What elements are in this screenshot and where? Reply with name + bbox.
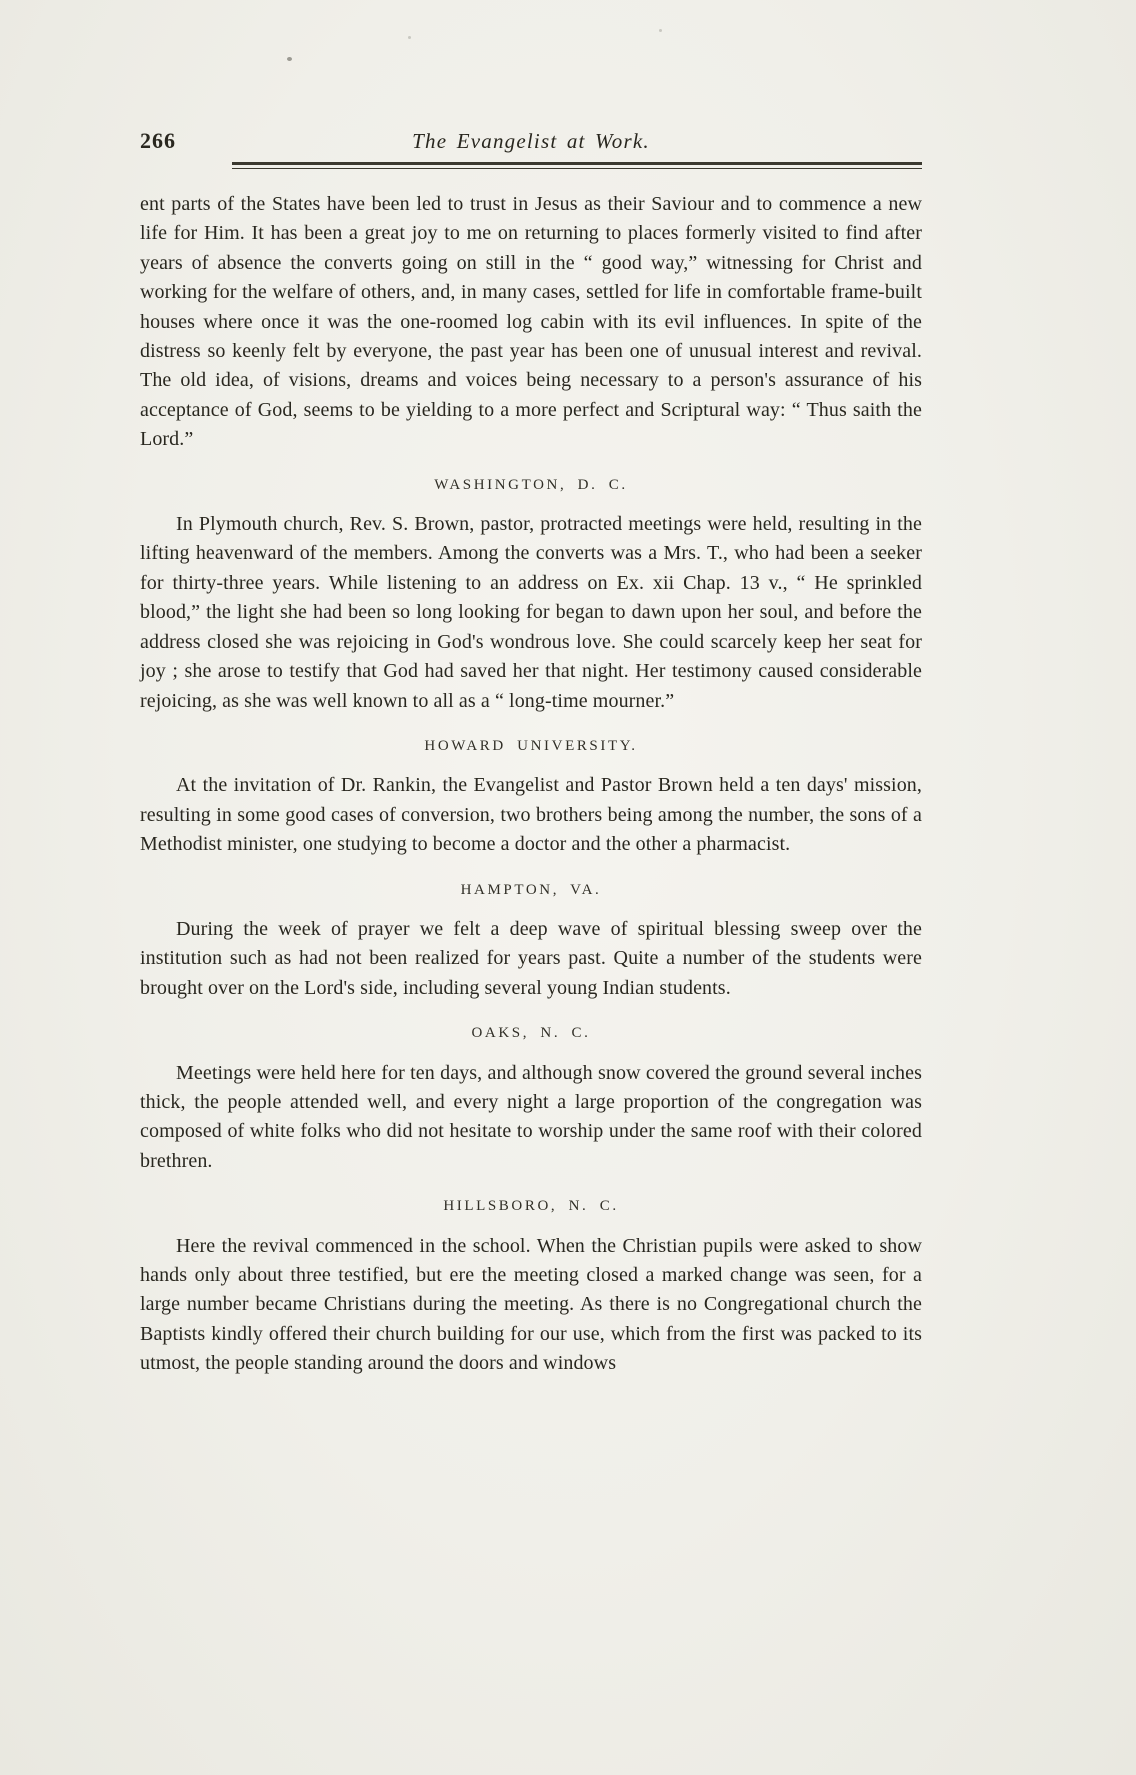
paragraph-hampton: During the week of prayer we felt a deep wave of spiritual blessing sweep over the institution such as had not been realized for years past. Quite a number of the students were brought over on the Lord's side, including several young Indian students. <box>140 917 922 999</box>
section-heading-howard-university: HOWARD UNIVERSITY. <box>424 737 638 754</box>
page-header <box>140 126 922 162</box>
paragraph-howard-university: At the invitation of Dr. Rankin, the Evangelist and Pastor Brown held a ten days' mission, resulting in some good cases of conversion, two brothers being among the number, the sons of a Methodist minister, one studying to become a doctor and the other a pharmacist. <box>140 774 922 856</box>
scan-speck <box>659 29 662 32</box>
section-heading-oaks: OAKS, N. C. <box>471 1025 591 1042</box>
body-text <box>140 190 922 1379</box>
paragraph-hillsboro: Here the revival commenced in the school. When the Christian pupils were asked to show hands only about three testified, but ere the meeting closed a marked change was seen, for a large number became Christians during the meeting. As there is no Congregational church the Baptists kindly offered their church building for our use, which from the first was packed to its utmost, the people standing around the doors and windows <box>140 1234 922 1375</box>
paragraph-oaks: Meetings were held here for ten days, and although snow covered the ground several inches thick, the people attended well, and every night a large proportion of the congregation was composed of white folks who did not hesitate to worship under the same roof with their colored brethren. <box>140 1061 922 1172</box>
paragraph-continuation: ent parts of the States have been led to trust in Jesus as their Saviour and to commence a new life for Him. It has been a great joy to me on returning to places formerly visited to find after years of absence the converts going on still in the “ good way,” witnessing for Christ and working for the welfare of others, and, in many cases, settled for life in comfortable frame-built houses where once it was the one-roomed log cabin with its evil influences. In spite of the distress so keenly felt by everyone, the past year has been one of unusual interest and revival. The old idea, of visions, dreams and voices being necessary to a person's assurance of his acceptance of God, seems to be yielding to a more perfect and Scriptural way: “ Thus saith the Lord.” <box>140 193 922 451</box>
running-title: The Evangelist at Work. <box>412 129 650 153</box>
text-block <box>140 126 922 1379</box>
paragraph-washington: In Plymouth church, Rev. S. Brown, pastor, protracted meetings were held, resulting in the lifting heavenward of the members. Among the converts was a Mrs. T., who had been a seeker for thirty-three years. While listening to an address on Ex. xii Chap. 13 v., “ He sprinkled blood,” the light she had been so long looking for began to dawn upon her soul, and before the address closed she was rejoicing in God's wondrous love. She could scarcely keep her seat for joy ; she arose to testify that God had saved her that night. Her testimony caused considerable rejoicing, as she was well known to all as a “ long-time mourner.” <box>140 513 922 712</box>
section-heading-washington: WASHINGTON, D. C. <box>434 476 628 493</box>
header-rule <box>232 162 922 169</box>
scan-speck <box>408 36 411 39</box>
page-number: 266 <box>140 128 176 153</box>
section-heading-hillsboro: HILLSBORO, N. C. <box>443 1198 619 1215</box>
scan-speck <box>287 57 292 61</box>
section-heading-hampton: HAMPTON, VA. <box>460 881 602 898</box>
